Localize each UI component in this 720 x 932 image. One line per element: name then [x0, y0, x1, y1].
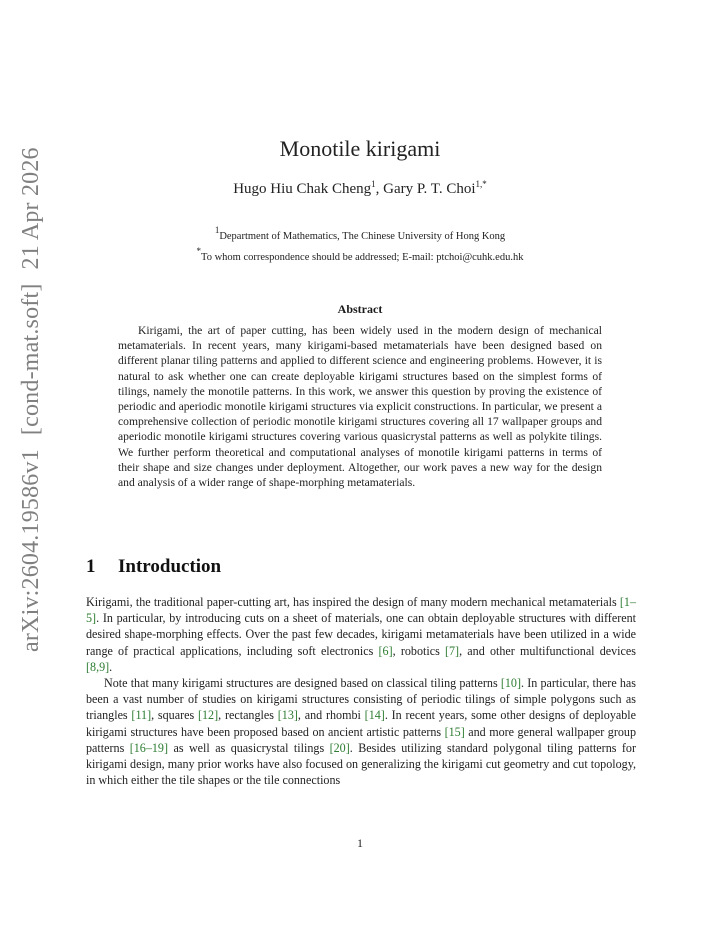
citation-link[interactable]: [8,9]	[86, 659, 110, 674]
introduction-body	[86, 594, 636, 788]
citation-link[interactable]: [11]	[131, 708, 152, 723]
text-run: . In recent years, some other designs of deployable kirigami structures have been proposed based on ancient artistic patterns	[86, 708, 637, 739]
paragraph-1	[86, 594, 636, 675]
citation-link[interactable]: [15]	[444, 724, 465, 739]
text-run: . In particular, by introducing cuts on a sheet of materials, one can obtain deployable structures with different desired shape-morphing effects. Over the past few decades, kirigami metamaterials have been utilized in a wide range of practical applications, including soft electronics	[86, 611, 636, 658]
affiliation-1-text: Department of Mathematics, The Chinese University of Hong Kong	[219, 231, 506, 242]
text-run: and more general wallpaper group patterns	[86, 724, 636, 755]
text-run: . In particular, there has been a vast number of studies on kirigami structures consisting of periodic tilings of simple polygons such as triangles	[86, 676, 637, 723]
author-2-affil-mark: 1,*	[475, 179, 487, 189]
page-number: 1	[357, 836, 363, 850]
text-run: .	[109, 659, 113, 674]
text-run: , squares	[151, 708, 198, 723]
citation-link[interactable]: [7]	[444, 643, 460, 658]
paragraph-2	[86, 675, 636, 788]
text-run: Note that many kirigami structures are designed based on classical tiling patterns	[104, 676, 501, 691]
section-number: 1	[86, 556, 96, 577]
citation-link[interactable]: [10]	[500, 676, 522, 691]
correspondence-text: To whom correspondence should be addressed; E-mail: ptchoi@cuhk.edu.hk	[201, 252, 524, 263]
citation-link[interactable]: [14]	[364, 708, 385, 723]
citation-link[interactable]: [1–5]	[86, 595, 636, 626]
section-title: Introduction	[118, 556, 222, 577]
text-run: , and other multifunctional devices	[459, 643, 636, 658]
arxiv-date: 21 Apr 2026	[18, 147, 44, 270]
author-1-affil-mark: 1	[371, 179, 376, 189]
affiliation-1	[0, 225, 720, 242]
affiliation-1-mark: 1	[214, 225, 220, 235]
author-list	[0, 181, 720, 198]
citation-link[interactable]: [12]	[197, 708, 219, 723]
text-run: , robotics	[392, 643, 445, 658]
author-separator: ,	[375, 181, 384, 197]
arxiv-id[interactable]: arXiv:2604.19586v1	[18, 449, 44, 652]
correspondence-mark: *	[196, 246, 202, 256]
text-run: , and rhombi	[297, 708, 365, 723]
text-run: . Besides utilizing standard polygonal tiling patterns for kirigami design, many prior works have also focused on generalizing the kirigami cut geometry and cut topology, in which either the tile shapes or the tile connections	[86, 740, 636, 788]
text-run: as well as quasicrystal tilings	[168, 740, 330, 755]
text-run: , rectangles	[218, 708, 278, 723]
section-heading	[86, 556, 221, 578]
citation-link[interactable]: [16–19]	[129, 740, 169, 755]
correspondence-note	[0, 246, 720, 263]
abstract-body	[118, 323, 602, 490]
author-1-name: Hugo Hiu Chak Cheng	[233, 181, 372, 197]
author-2-name: Gary P. T. Choi	[383, 181, 476, 197]
citation-link[interactable]: [6]	[378, 643, 393, 658]
arxiv-stamp	[19, 147, 43, 652]
abstract-text: Kirigami, the art of paper cutting, has been widely used in the modern design of mechanical metamaterials. In recent years, many kirigami-based metamaterials have been designed based on different planar tiling patterns and applied to different science and engineering problems. However, it is natural to ask whether one can create deployable kirigami structures based on the simplest forms of tilings, namely the monotile patterns. In this work, we answer this question by proving the existence of periodic and aperiodic monotile kirigami structures via explicit constructions. In particular, we present a comprehensive collection of periodic monotile kirigami structures covering all 17 wallpaper groups and aperiodic monotile kirigami structures covering various quasicrystal patterns as well as polykite tilings. We further perform theoretical and computational analyses of monotile kirigami patterns in terms of their shape and size changes under deployment. Altogether, our work paves a new way for the design and analysis of a wider range of shape-morphing metamaterials.	[118, 324, 602, 490]
arxiv-category: [cond-mat.soft]	[18, 283, 44, 436]
text-run: Kirigami, the traditional paper-cutting art, has inspired the design of many modern mechanical metamaterials	[86, 595, 620, 609]
citation-link[interactable]: [13]	[277, 708, 298, 723]
abstract-heading: Abstract	[337, 302, 383, 316]
paper-title: Monotile kirigami	[279, 136, 441, 161]
citation-link[interactable]: [20]	[329, 740, 350, 755]
